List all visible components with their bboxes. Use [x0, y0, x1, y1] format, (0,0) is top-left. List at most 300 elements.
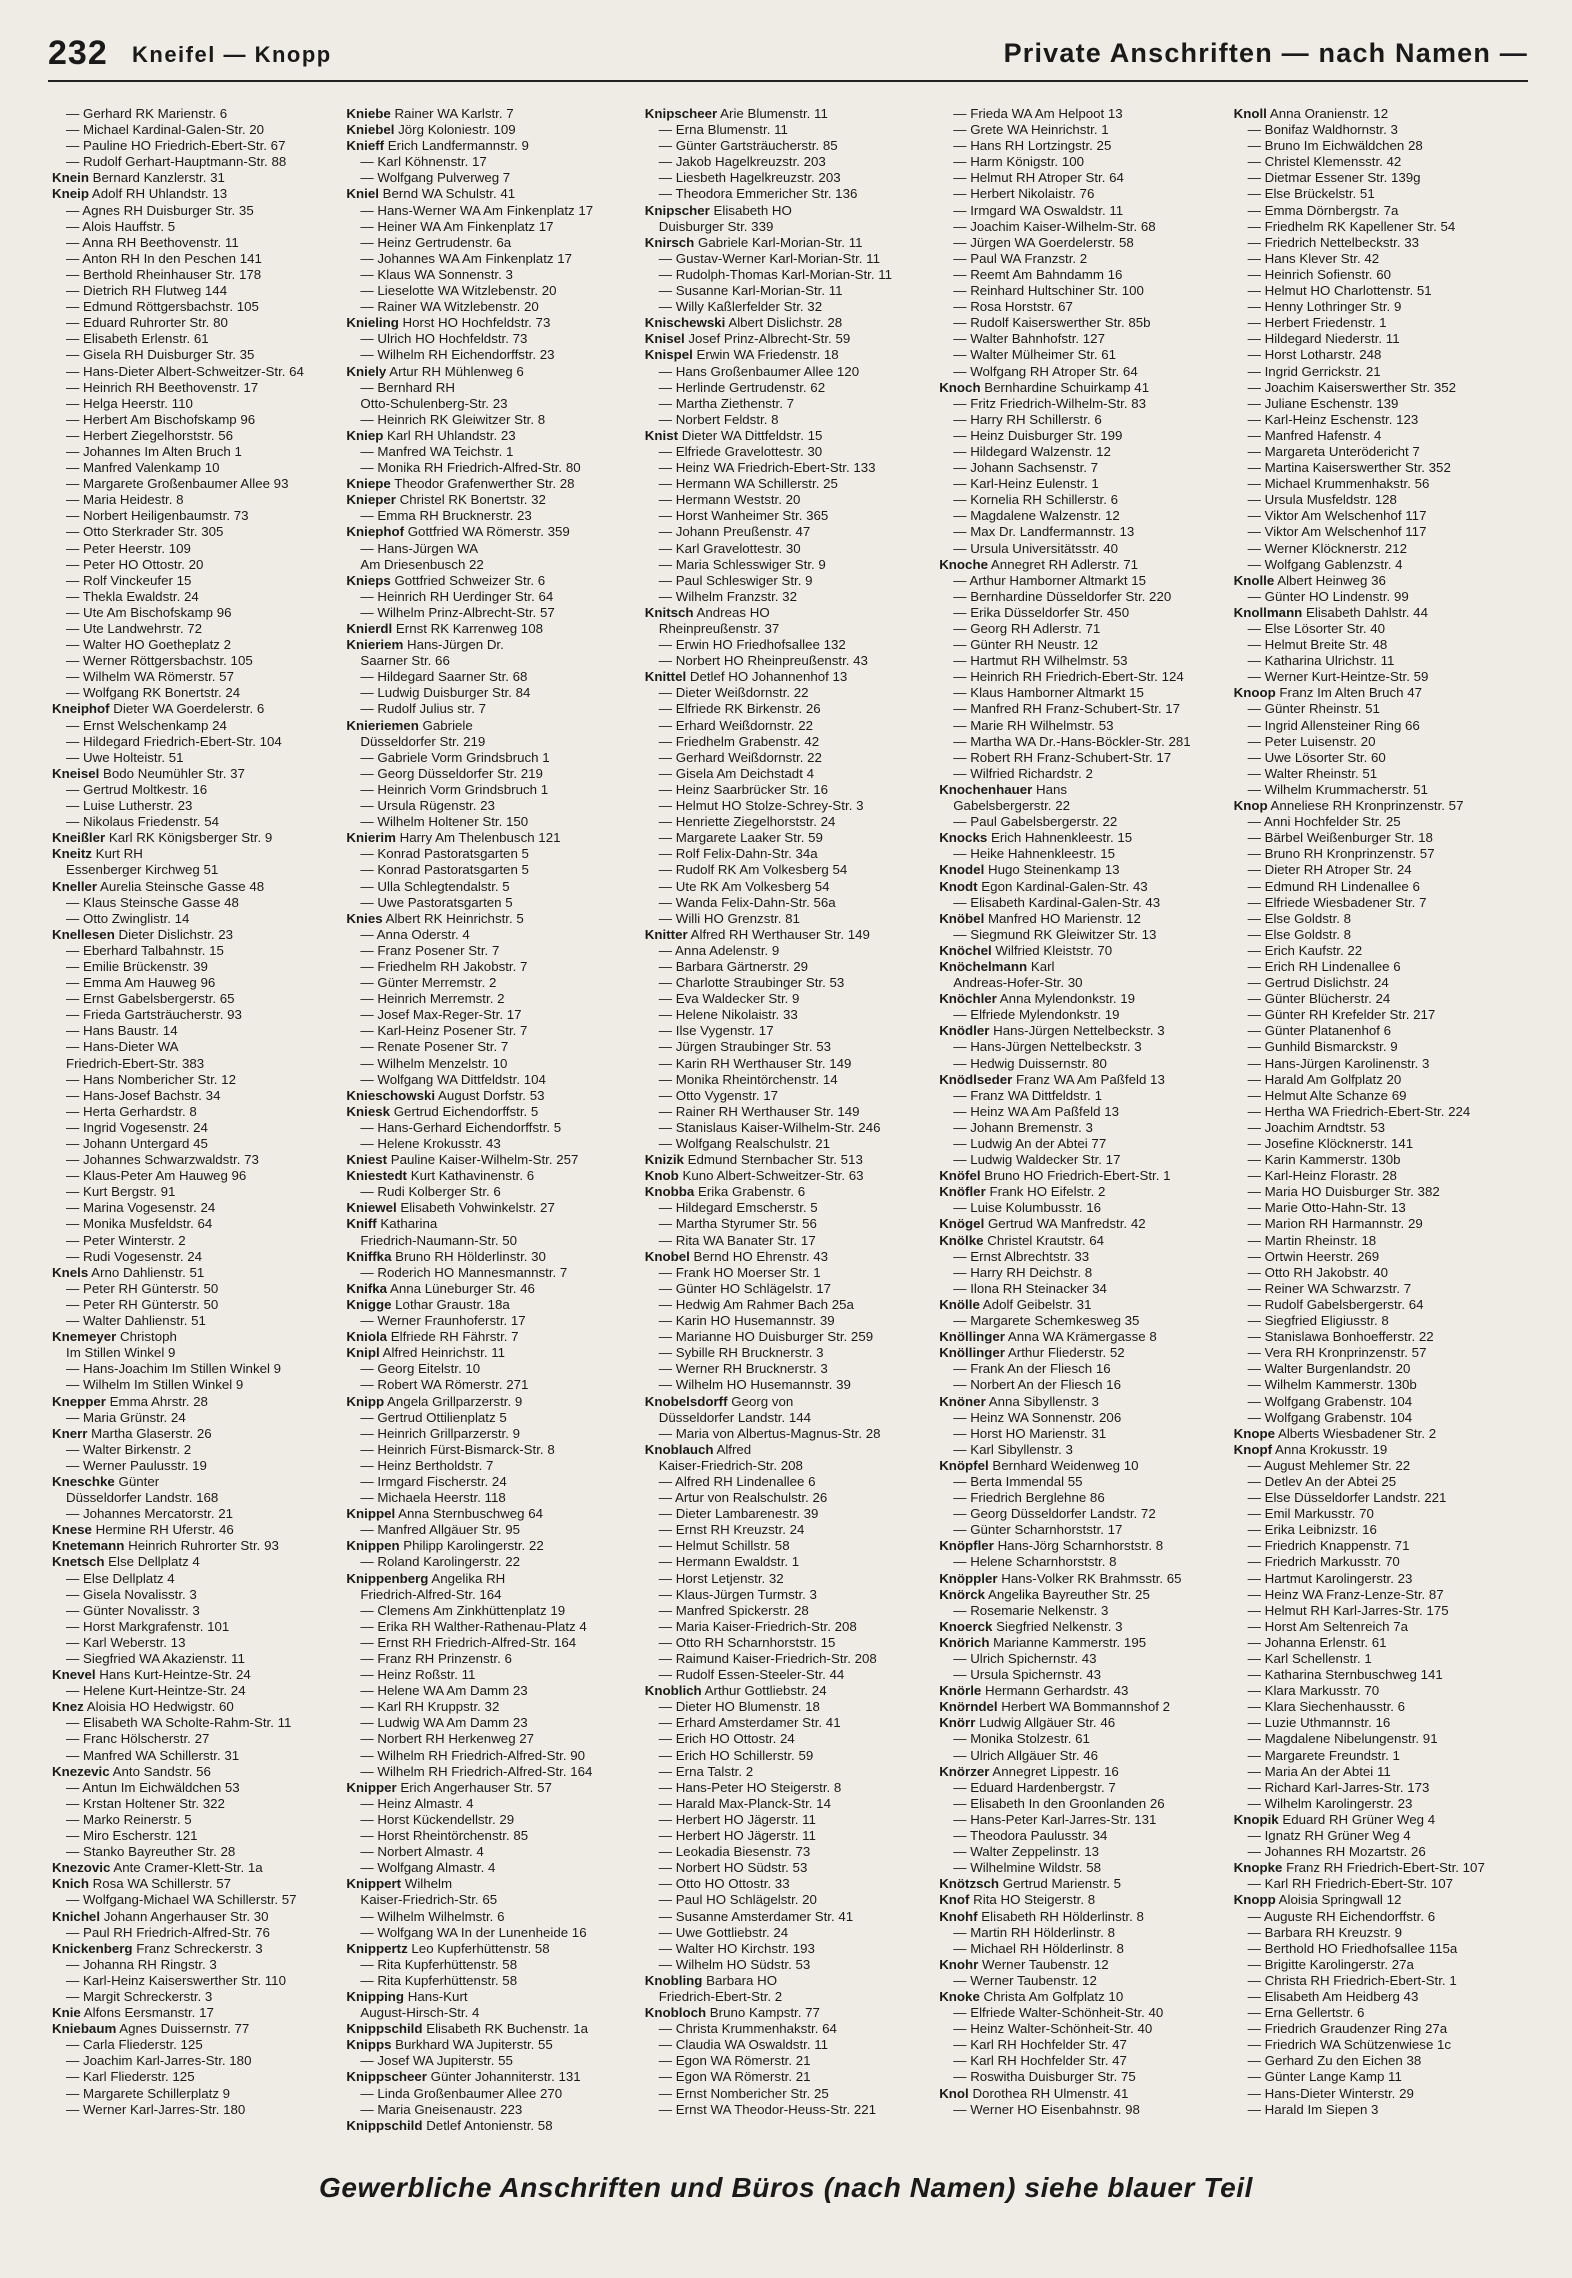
directory-entry	[346, 653, 638, 669]
entry-text: Alfred	[713, 1441, 752, 1457]
entry-text: — Rudolf Julius str. 7	[360, 701, 487, 717]
entry-text: — Wilhelm Holtener Str. 150	[360, 814, 529, 830]
entry-text: — Linda Großenbaumer Allee 270	[360, 2085, 563, 2101]
directory-entry	[1234, 1989, 1522, 2005]
entry-text: — Michael RH Hölderlinstr. 8	[953, 1940, 1124, 1956]
directory-entry	[939, 1281, 1227, 1297]
entry-text: Karl	[1027, 958, 1055, 974]
directory-entry	[939, 1925, 1227, 1941]
directory-entry	[1234, 396, 1522, 412]
surname-entry	[52, 1554, 340, 1570]
surname: Knieff	[346, 138, 385, 154]
surname-entry	[346, 138, 638, 154]
entry-text: — Horst Rheintörchenstr. 85	[360, 1828, 529, 1844]
surname: Knob	[644, 1168, 679, 1184]
entry-text: — Luzie Uthmannstr. 16	[1247, 1715, 1391, 1731]
directory-entry	[939, 1265, 1227, 1281]
entry-text: — Uwe Gottliebstr. 24	[658, 1924, 789, 1940]
directory-entry	[645, 1909, 933, 1925]
surname: Kniephof	[346, 524, 405, 540]
entry-text: — Wilhelm HO Husemannstr. 39	[658, 1377, 851, 1393]
surname-entry	[645, 1249, 933, 1265]
surname-entry	[939, 1715, 1227, 1731]
entry-text: — Herbert Ziegelhorststr. 56	[66, 427, 234, 443]
directory-entry	[645, 1506, 933, 1522]
entry-text: — Herbert Am Bischofskamp 96	[66, 411, 256, 427]
directory-entry	[52, 718, 340, 734]
entry-text: — Maria Kaiser-Friedrich-Str. 208	[658, 1618, 857, 1634]
directory-entry	[52, 862, 340, 878]
entry-text: — Else Goldstr. 8	[1247, 926, 1352, 942]
surname: Knöfler	[939, 1184, 986, 1200]
entry-text: — Helga Heerstr. 110	[66, 395, 193, 411]
entry-text: — Margarete Schillerplatz 9	[66, 2085, 231, 2101]
surname-entry	[939, 1329, 1227, 1345]
directory-entry	[645, 766, 933, 782]
surname-entry	[1234, 1892, 1522, 1908]
entry-text: — Günter HO Lindenstr. 99	[1247, 588, 1409, 604]
directory-entry	[346, 1072, 638, 1088]
directory-entry	[1234, 235, 1522, 251]
entry-text: August-Hirsch-Str. 4	[360, 2005, 480, 2021]
directory-entry	[346, 1731, 638, 1747]
surname-entry	[346, 1200, 638, 1216]
entry-text: Erich Angerhauser Str. 57	[396, 1779, 552, 1795]
entry-text: — Erhard Weißdornstr. 22	[658, 717, 814, 733]
entry-text: — Karl-Heinz Eschenstr. 123	[1247, 411, 1419, 427]
directory-entry	[645, 1056, 933, 1072]
surname: Kniepe	[346, 476, 391, 492]
entry-text: — Ernst Gabelsbergerstr. 65	[66, 991, 235, 1007]
entry-text: — Günter Novalisstr. 3	[66, 1602, 200, 1618]
directory-entry	[52, 1088, 340, 1104]
entry-text: — Lieselotte WA Witzlebenstr. 20	[360, 283, 557, 299]
entry-text: — Fritz Friedrich-Wilhelm-Str. 83	[953, 395, 1147, 411]
directory-entry	[939, 492, 1227, 508]
directory-entry	[52, 798, 340, 814]
entry-text: Bernhard Weidenweg 10	[988, 1457, 1139, 1473]
directory-entry	[645, 1748, 933, 1764]
entry-text: — Elisabeth Am Heidberg 43	[1247, 1988, 1419, 2004]
directory-entry	[939, 1667, 1227, 1683]
entry-text: — Werner Paulusstr. 19	[66, 1457, 207, 1473]
directory-entry	[1234, 1249, 1522, 1265]
directory-entry	[645, 283, 933, 299]
surname: Knippert	[346, 1876, 402, 1892]
entry-text: — Hans-Gerhard Eichendorffstr. 5	[360, 1119, 562, 1135]
directory-entry	[939, 1860, 1227, 1876]
directory-entry	[52, 1812, 340, 1828]
entry-text: — Helmut RH Atroper Str. 64	[953, 170, 1124, 186]
entry-text: — Anna Adelenstr. 9	[658, 942, 780, 958]
surname-entry	[52, 830, 340, 846]
directory-entry	[346, 669, 638, 685]
directory-entry	[52, 895, 340, 911]
directory-entry	[1234, 1731, 1522, 1747]
directory-entry	[1234, 927, 1522, 943]
entry-text: — Siegfried Eligiusstr. 8	[1247, 1313, 1389, 1329]
entry-text: — Bernhardine Düsseldorfer Str. 220	[953, 588, 1172, 604]
directory-entry	[52, 428, 340, 444]
directory-entry	[645, 396, 933, 412]
entry-text: — Heinz WA Franz-Lenze-Str. 87	[1247, 1586, 1444, 1602]
entry-text: Franz Schreckerstr. 3	[132, 1940, 263, 1956]
directory-entry	[939, 1731, 1227, 1747]
entry-text: Egon Kardinal-Galen-Str. 43	[977, 878, 1148, 894]
directory-entry	[346, 1587, 638, 1603]
directory-entry	[52, 1780, 340, 1796]
directory-entry	[346, 1973, 638, 1989]
entry-text: Kaiser-Friedrich-Str. 208	[658, 1457, 803, 1473]
entry-text: — Gisela RH Duisburger Str. 35	[66, 347, 255, 363]
surname-entry	[52, 927, 340, 943]
surname-entry	[346, 1152, 638, 1168]
directory-entry	[645, 1715, 933, 1731]
entry-text: — Gerhard RK Marienstr. 6	[66, 106, 228, 121]
surname: Kneiphof	[52, 701, 110, 717]
surname-entry	[346, 1989, 638, 2005]
entry-text: — Johann Untergard 45	[66, 1136, 208, 1151]
directory-entry	[346, 2005, 638, 2021]
directory-entry	[1234, 814, 1522, 830]
directory-entry	[1234, 1313, 1522, 1329]
surname-entry	[346, 364, 638, 380]
directory-entry	[1234, 1796, 1522, 1812]
directory-entry	[346, 235, 638, 251]
entry-text: — Monika Rheintörchenstr. 14	[658, 1071, 838, 1087]
directory-entry	[939, 154, 1227, 170]
surname-entry	[346, 1329, 638, 1345]
surname: Knetsch	[52, 1554, 105, 1570]
entry-text: — Herbert Friedenstr. 1	[1247, 315, 1387, 331]
directory-entry	[1234, 267, 1522, 283]
surname-entry	[1234, 1442, 1522, 1458]
directory-entry	[1234, 1715, 1522, 1731]
entry-text: — Karl RH Hochfelder Str. 47	[953, 2053, 1127, 2069]
surname: Knipps	[346, 2037, 392, 2053]
entry-text: — Johannes Mercatorstr. 21	[66, 1506, 234, 1522]
surname-entry	[939, 1909, 1227, 1925]
directory-entry	[52, 396, 340, 412]
directory-entry	[1234, 1587, 1522, 1603]
entry-text: — Gertrud Dislichstr. 24	[1247, 975, 1389, 991]
entry-text: — Elfriede Walter-Schönheit-Str. 40	[953, 2005, 1164, 2021]
directory-entry	[52, 911, 340, 927]
surname: Knöpfler	[939, 1538, 994, 1554]
entry-text: — Michael Kardinal-Galen-Str. 20	[66, 122, 265, 138]
entry-text: — Günter Merremstr. 2	[360, 975, 497, 991]
surname: Kniewel	[346, 1200, 397, 1216]
directory-entry	[1234, 492, 1522, 508]
entry-text: Erika Grabenstr. 6	[694, 1184, 806, 1200]
surname: Knirsch	[644, 234, 695, 250]
entry-text: Duisburger Str. 339	[658, 218, 774, 234]
entry-text: — Hartmut Karolingerstr. 23	[1247, 1570, 1413, 1586]
directory-entry	[346, 1764, 638, 1780]
entry-text: — Hans-Jürgen Nettelbeckstr. 3	[953, 1039, 1142, 1055]
surname: Knepper	[52, 1393, 106, 1409]
entry-text: — Monika Stolzestr. 61	[953, 1731, 1090, 1747]
directory-entry	[1234, 959, 1522, 975]
directory-entry	[346, 1699, 638, 1715]
entry-text: Anna Mylendonkstr. 19	[996, 991, 1136, 1007]
directory-entry	[939, 1056, 1227, 1072]
entry-text: — Hans Klever Str. 42	[1247, 250, 1380, 266]
surname-entry	[346, 186, 638, 202]
directory-entry	[52, 524, 340, 540]
directory-entry	[1234, 170, 1522, 186]
entry-text: Horst HO Hochfeldstr. 73	[398, 315, 551, 331]
surname-entry	[645, 428, 933, 444]
surname: Knippen	[346, 1538, 400, 1554]
directory-entry	[52, 364, 340, 380]
entry-text: — Emma Dörnbergstr. 7a	[1247, 202, 1399, 218]
directory-entry	[52, 122, 340, 138]
entry-text: — Bruno Im Eichwäldchen 28	[1247, 138, 1423, 154]
entry-text: Angelika Bayreuther Str. 25	[985, 1586, 1150, 1602]
entry-text: — Heinz Walter-Schönheit-Str. 40	[953, 2021, 1153, 2037]
entry-text: — Jürgen Straubinger Str. 53	[658, 1039, 832, 1055]
directory-entry	[346, 750, 638, 766]
surname: Knetemann	[52, 1538, 125, 1554]
entry-text: Marianne Kammerstr. 195	[989, 1634, 1147, 1650]
entry-text: — Heinz Saarbrücker Str. 16	[658, 781, 829, 797]
surname: Knizik	[644, 1152, 684, 1168]
directory-entry	[52, 1587, 340, 1603]
surname: Knoche	[939, 556, 988, 572]
entry-text: Andreas HO	[693, 604, 770, 620]
directory-entry	[939, 1313, 1227, 1329]
directory-entry	[346, 814, 638, 830]
entry-text: — Gertrud Ottilienplatz 5	[360, 1409, 507, 1425]
directory-entry	[52, 959, 340, 975]
entry-text: Gertrud WA Manfredstr. 42	[984, 1216, 1146, 1232]
surname: Kniebe	[346, 106, 391, 121]
entry-text: — Hans Nombericher Str. 12	[66, 1071, 236, 1087]
directory-entry	[52, 637, 340, 653]
surname-entry	[52, 1426, 340, 1442]
directory-entry	[346, 895, 638, 911]
entry-text: — Rita WA Banater Str. 17	[658, 1232, 816, 1248]
directory-entry	[939, 331, 1227, 347]
entry-text: Hermine RH Uferstr. 46	[91, 1522, 234, 1538]
entry-text: — Günter Blücherstr. 24	[1247, 991, 1391, 1007]
surname-entry	[346, 1088, 638, 1104]
entry-text: — Viktor Am Welschenhof 117	[1247, 524, 1427, 540]
entry-text: — Michael Krummenhakstr. 56	[1247, 476, 1430, 492]
entry-text: — Alfred RH Lindenallee 6	[658, 1473, 816, 1489]
directory-entry	[346, 1522, 638, 1538]
directory-entry	[645, 862, 933, 878]
entry-text: — Dieter Weißdornstr. 22	[658, 685, 809, 701]
surname-entry	[645, 927, 933, 943]
entry-text: — Hermann Ewaldstr. 1	[658, 1554, 800, 1570]
entry-text: — Henriette Ziegelhorststr. 24	[658, 814, 836, 830]
directory-entry	[645, 2069, 933, 2085]
entry-text: — Günter Platanenhof 6	[1247, 1023, 1392, 1039]
surname-entry	[346, 637, 638, 653]
surname-entry	[939, 991, 1227, 1007]
entry-text: Friedrich-Ebert-Str. 2	[658, 1988, 783, 2004]
entry-text: — Günter RH Neustr. 12	[953, 637, 1099, 653]
entry-text: — Joachim Karl-Jarres-Str. 180	[66, 2053, 252, 2069]
entry-text: Gabriele	[418, 717, 473, 733]
directory-entry	[52, 605, 340, 621]
directory-entry	[1234, 1039, 1522, 1055]
directory-entry	[939, 1442, 1227, 1458]
directory-entry	[939, 106, 1227, 122]
entry-text: — Maria An der Abtei 11	[1247, 1763, 1391, 1779]
entry-text: Hermann Gerhardstr. 43	[981, 1683, 1129, 1699]
entry-text: — Herbert Nikolaistr. 76	[953, 186, 1095, 202]
directory-entry	[939, 653, 1227, 669]
entry-text: — Manfred WA Schillerstr. 31	[66, 1747, 240, 1763]
entry-text: Bernd WA Schulstr. 41	[378, 186, 516, 202]
entry-text: — Wilhelm Kammerstr. 130b	[1247, 1377, 1417, 1393]
entry-text: Karl RH Uhlandstr. 23	[383, 427, 516, 443]
surname: Knohf	[939, 1908, 978, 1924]
entry-text: — Hans-Jürgen WA	[360, 540, 479, 556]
entry-text: — Josef Max-Reger-Str. 17	[360, 1007, 522, 1023]
entry-text: Frank HO Eifelstr. 2	[985, 1184, 1106, 1200]
entry-text: — Emil Markusstr. 70	[1247, 1506, 1374, 1522]
surname-entry	[939, 1989, 1227, 2005]
surname: Knodel	[939, 862, 985, 878]
directory-entry	[645, 1635, 933, 1651]
surname-entry	[939, 1458, 1227, 1474]
entry-text: — Dieter RH Atroper Str. 24	[1247, 862, 1412, 878]
directory-entry	[939, 508, 1227, 524]
entry-text: — Vera RH Kronprinzenstr. 57	[1247, 1345, 1427, 1361]
surname: Kniebaum	[52, 2021, 117, 2037]
entry-text: Hans-Jürgen Dr.	[403, 637, 504, 653]
directory-entry	[52, 154, 340, 170]
entry-text: — Elfriede RK Birkenstr. 26	[658, 701, 821, 717]
directory-entry	[1234, 1168, 1522, 1184]
entry-text: — Heinrich Vorm Grindsbruch 1	[360, 781, 549, 797]
directory-entry	[346, 1828, 638, 1844]
surname-entry	[939, 1635, 1227, 1651]
entry-text: Manfred HO Marienstr. 12	[984, 910, 1141, 926]
surname: Knöchelmann	[939, 958, 1028, 974]
entry-text: — Marianne HO Duisburger Str. 259	[658, 1329, 874, 1345]
surname: Knitsch	[644, 604, 694, 620]
entry-text: — Richard Karl-Jarres-Str. 173	[1247, 1779, 1430, 1795]
entry-text: — Egon WA Römerstr. 21	[658, 2069, 811, 2085]
entry-text: — Harald Im Siepen 3	[1247, 2101, 1379, 2117]
entry-text: — Else Lösorter Str. 40	[1247, 621, 1386, 636]
directory-entry	[1234, 1345, 1522, 1361]
entry-text: — Roland Karolingerstr. 22	[360, 1554, 521, 1570]
entry-text: — Erwin HO Friedhofsallee 132	[658, 637, 846, 653]
directory-entry	[645, 1619, 933, 1635]
entry-text: — Klaus Hamborner Altmarkt 15	[953, 685, 1144, 701]
entry-text: — Rainer RH Werthauser Str. 149	[658, 1103, 860, 1119]
entry-text: Christa Am Golfplatz 10	[979, 1988, 1124, 2004]
entry-text: — Erika Düsseldorfer Str. 450	[953, 604, 1130, 620]
directory-entry	[52, 1249, 340, 1265]
surname: Knickenberg	[52, 1940, 133, 1956]
directory-entry	[346, 701, 638, 717]
surname-entry	[645, 203, 933, 219]
directory-entry	[52, 2037, 340, 2053]
directory-entry	[645, 1780, 933, 1796]
entry-text: Gabelsbergerstr. 22	[953, 798, 1070, 814]
entry-text: — Willi HO Grenzstr. 81	[658, 910, 800, 926]
entry-text: — Stanko Bayreuther Str. 28	[66, 1844, 236, 1860]
entry-text: Emma Ahrstr. 28	[105, 1393, 208, 1409]
entry-text: — Werner HO Eisenbahnstr. 98	[953, 2101, 1140, 2117]
surname-entry	[645, 347, 933, 363]
surname-entry	[645, 331, 933, 347]
directory-entry	[645, 959, 933, 975]
entry-text: — Ernst Albrechtstr. 33	[953, 1248, 1090, 1264]
directory-entry	[939, 1941, 1227, 1957]
entry-text: — Elfriede Wiesbadener Str. 7	[1247, 894, 1427, 910]
entry-text: Franz RH Friedrich-Ebert-Str. 107	[1282, 1860, 1485, 1876]
surname-entry	[52, 701, 340, 717]
entry-text: — Roswitha Duisburger Str. 75	[953, 2069, 1136, 2085]
surname: Knollmann	[1233, 604, 1303, 620]
directory-entry	[1234, 428, 1522, 444]
directory-entry	[939, 605, 1227, 621]
directory-entry	[1234, 122, 1522, 138]
entry-text: Wilhelm	[401, 1876, 453, 1892]
entry-text: — Johann Sachsenstr. 7	[953, 460, 1099, 476]
surname-entry	[52, 1876, 340, 1892]
entry-text: — Karl RH Hochfelder Str. 47	[953, 2037, 1127, 2053]
entry-text: — Erich HO Ottostr. 24	[658, 1731, 795, 1747]
entry-text: — Heinrich RH Friedrich-Ebert-Str. 124	[953, 669, 1184, 685]
surname-entry	[52, 1699, 340, 1715]
entry-text: — Christel Klemensstr. 42	[1247, 154, 1402, 170]
entry-text: — Karin HO Husemannstr. 39	[658, 1313, 835, 1329]
surname: Knöllinger	[939, 1329, 1005, 1345]
entry-text: — Emilie Brückenstr. 39	[66, 958, 208, 974]
directory-entry	[52, 1410, 340, 1426]
entry-text: Rosa WA Schillerstr. 57	[88, 1876, 232, 1892]
entry-text: — Friedrich Knappenstr. 71	[1247, 1538, 1410, 1554]
entry-text: — Uwe Holteistr. 51	[66, 749, 184, 765]
surname-entry	[939, 1297, 1227, 1313]
entry-text: — Paul HO Schlägelstr. 20	[658, 1892, 817, 1908]
directory-entry	[645, 685, 933, 701]
entry-text: — Wilhelm Im Stillen Winkel 9	[66, 1377, 244, 1393]
entry-text: Annegret Lippestr. 16	[989, 1763, 1119, 1779]
directory-entry	[1234, 1072, 1522, 1088]
entry-text: — Rudolf RK Am Volkesberg 54	[658, 862, 848, 878]
entry-text: Rita HO Steigerstr. 8	[969, 1892, 1096, 1908]
entry-text: Dieter WA Goerdelerstr. 6	[109, 701, 265, 717]
directory-entry	[1234, 315, 1522, 331]
entry-text: — Walter Zeppelinstr. 13	[953, 1844, 1100, 1860]
entry-text: — Anni Hochfelder Str. 25	[1247, 814, 1401, 830]
surname: Kniebel	[346, 122, 395, 138]
entry-text: — Theodora Paulusstr. 34	[953, 1828, 1108, 1844]
directory-entry	[939, 251, 1227, 267]
entry-text: — Edmund RH Lindenallee 6	[1247, 878, 1420, 894]
entry-text: Otto-Schulenberg-Str. 23	[360, 395, 508, 411]
entry-text: — Maria von Albertus-Magnus-Str. 28	[658, 1425, 881, 1441]
entry-text: Kuno Albert-Schweitzer-Str. 63	[678, 1168, 864, 1184]
directory-entry	[645, 1651, 933, 1667]
surname-entry	[1234, 685, 1522, 701]
surname: Knifka	[346, 1280, 388, 1296]
entry-text: — Klaus Steinsche Gasse 48	[66, 894, 239, 910]
entry-text: — Brigitte Karolingerstr. 27a	[1247, 1956, 1414, 1972]
entry-text: — Ernst RH Friedrich-Alfred-Str. 164	[360, 1634, 577, 1650]
surname: Kneißler	[52, 830, 106, 846]
